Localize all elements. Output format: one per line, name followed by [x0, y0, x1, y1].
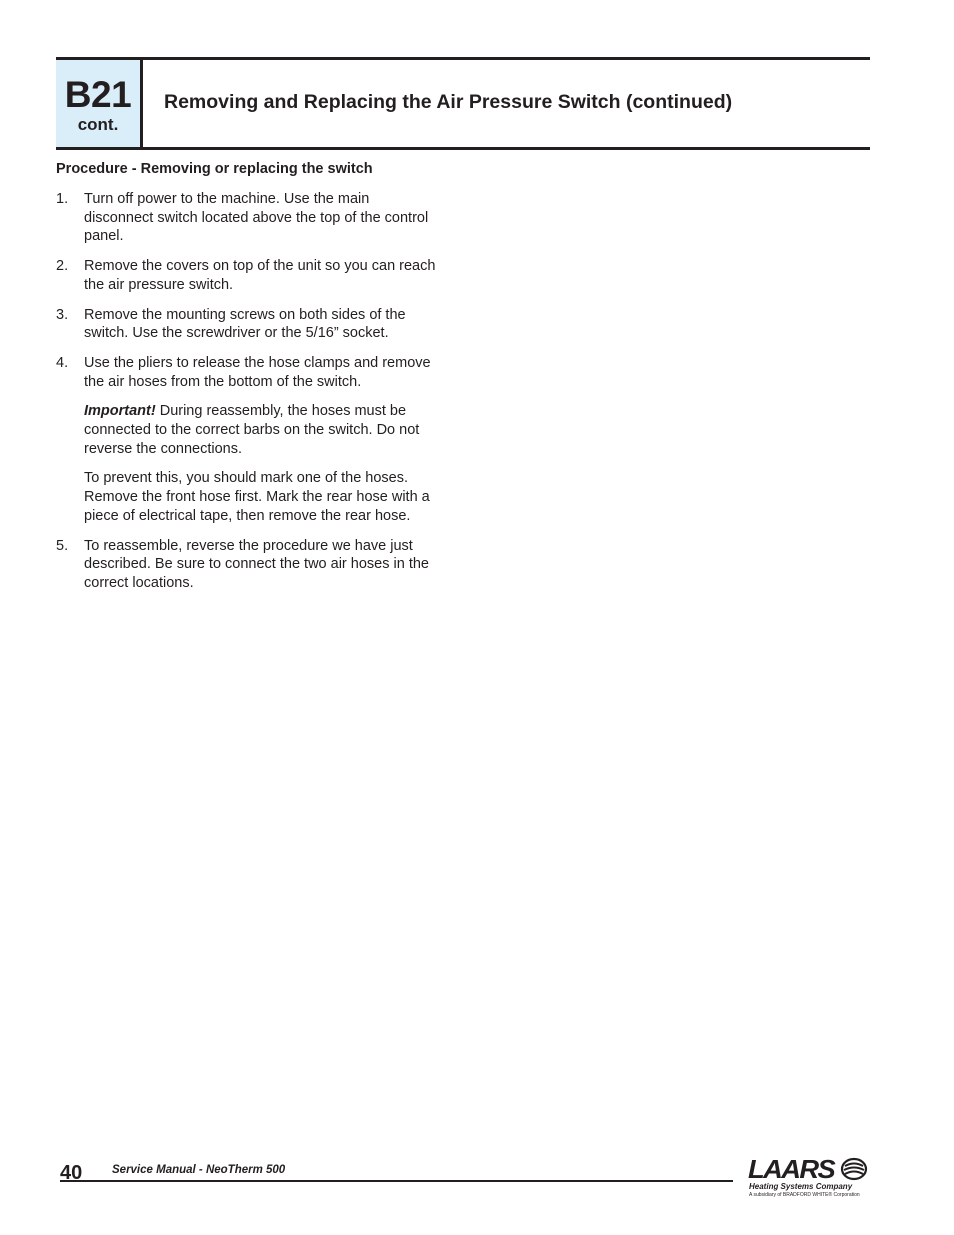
procedure-step-4	[56, 354, 436, 526]
step-number: 4.	[56, 354, 69, 371]
important-text: During reassembly, the hoses must be connected to the correct barbs on the switch. Do not reverse the connections.	[84, 403, 420, 457]
section-code: B21	[64, 74, 132, 115]
marking-note: To prevent this, you should mark one of the hoses. Remove the front hose first. Mark the rear hose with a piece of electrical tape, then remove the rear hose.	[84, 470, 430, 524]
logo-wordmark: LAARS	[748, 1154, 835, 1184]
logo-swirl-icon	[840, 1157, 868, 1181]
important-note	[84, 402, 436, 458]
procedure-step-1	[56, 190, 436, 246]
page-number: 40	[60, 1162, 83, 1184]
procedure-step-3	[56, 306, 436, 343]
step-text: Remove the mounting screws on both sides of the switch. Use the screwdriver or the 5/16” socket.	[84, 306, 406, 342]
procedure-step-5	[56, 537, 436, 593]
step-number: 1.	[56, 191, 69, 207]
logo-tagline: Heating Systems Company	[749, 1182, 853, 1191]
procedure-heading: Procedure - Removing or replacing the switch	[56, 161, 373, 177]
manual-title: Service Manual - NeoTherm 500	[112, 1164, 286, 1176]
step-number: 5.	[56, 537, 69, 554]
section-header	[56, 57, 870, 150]
procedure-content	[56, 160, 436, 604]
logo-subline: A subsidiary of BRADFORD WHITE® Corporation	[749, 1192, 860, 1198]
footer-rule	[60, 1180, 733, 1182]
section-cont-label: cont.	[77, 115, 119, 134]
step-text: Remove the covers on top of the unit so you can reach the air pressure switch.	[84, 258, 436, 293]
procedure-steps	[56, 190, 436, 593]
section-title: Removing and Replacing the Air Pressure Switch (continued)	[164, 91, 733, 113]
step-number: 3.	[56, 306, 69, 323]
step-text: To reassemble, reverse the procedure we have just described. Be sure to connect the two air hoses in the correct locations.	[84, 537, 429, 591]
important-label: Important!	[84, 403, 156, 420]
step-text: Use the pliers to release the hose clamps and remove the air hoses from the bottom of the switch.	[84, 354, 431, 390]
laars-logo	[748, 1156, 872, 1202]
procedure-step-2	[56, 257, 436, 294]
section-badge	[56, 60, 143, 147]
step-text: Turn off power to the machine. Use the main disconnect switch located above the top of the control panel.	[84, 191, 429, 245]
step-number: 2.	[56, 258, 69, 275]
